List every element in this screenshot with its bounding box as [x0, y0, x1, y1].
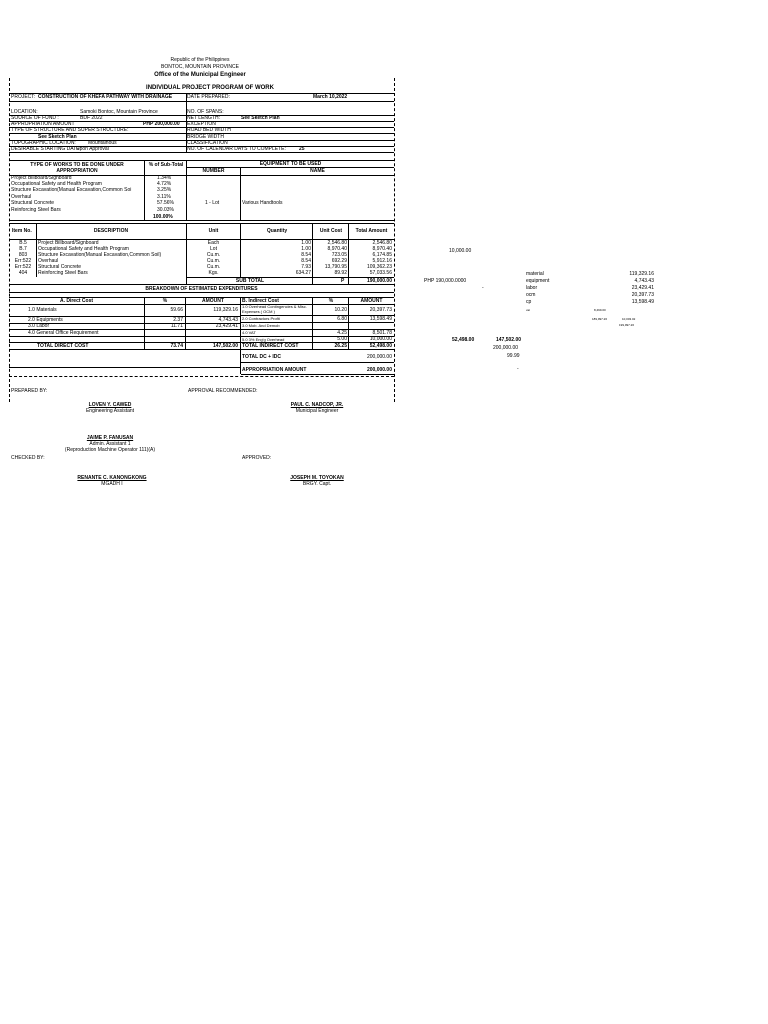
works-item: Occupational Safety and Health Program — [11, 181, 102, 187]
approval-recommended-label: APPROVAL RECOMMENDED: — [188, 388, 258, 394]
location-label: LOCATION: — [11, 109, 38, 115]
row-no: Err:522 — [14, 258, 32, 264]
row-total: 57,033.56 — [369, 270, 392, 276]
page-title: INDIVIDUAL PROJECT PROGRAM OF WORK — [146, 85, 274, 91]
side-note-value: 10,003.02 — [622, 317, 636, 321]
topo-label: TOPOGRAPHIC LOCATION: — [11, 140, 76, 146]
row-unit: Cu.m. — [206, 264, 221, 270]
side-note-value: 99.99 — [507, 353, 520, 359]
row-qty: 634.27 — [295, 270, 311, 276]
signatory-title: Engineering Assistant — [85, 408, 135, 414]
bridge-label: BRIDGE WIDTH — [187, 134, 224, 140]
direct-label: 3.0 Labor — [28, 323, 50, 329]
divider — [241, 374, 394, 375]
breakdown-appropriation-value: 200,000.00 — [366, 367, 392, 373]
type-value: See Sketch Plan — [38, 134, 77, 140]
works-item: Overhaul — [11, 194, 32, 200]
total-direct-amount: 147,502.00 — [212, 343, 238, 349]
divider — [312, 223, 313, 284]
divider — [9, 152, 394, 153]
works-item: Structural Concrete — [11, 200, 55, 206]
header-office: Office of the Municipal Engineer — [154, 72, 246, 78]
divider — [9, 349, 394, 350]
row-no: B.5 — [19, 240, 27, 246]
row-no: 404 — [18, 270, 28, 276]
side-note-value: 189,997.26 — [592, 317, 608, 321]
indirect-label: 1.0 Overhead Contingencies & Misc. Expenses ( OCM ) — [242, 304, 307, 314]
works-pct: 3.11% — [157, 194, 171, 200]
total-dc-idc-value: 200,000.00 — [366, 354, 392, 360]
subtotal-value: 190,000.00 — [366, 278, 392, 284]
side-note-value: 20,397.73 — [631, 292, 654, 298]
row-cost: 13,790.95 — [324, 264, 347, 270]
signatory-name: PAUL C. NADCOP, JR. — [290, 402, 344, 408]
divider — [9, 367, 241, 368]
direct-pct: 11.71 — [170, 323, 183, 329]
divider — [240, 297, 241, 374]
divider — [240, 167, 241, 220]
direct-pct: 59.66 — [170, 307, 183, 313]
side-note-label: equipment — [526, 278, 550, 284]
works-pct-header: % of Sub-Total — [148, 162, 184, 168]
signatory-title: Admin. Assistant 1 — [89, 441, 131, 447]
divider — [9, 223, 394, 224]
header-municipality: BONTOC, MOUNTAIN PROVINCE — [161, 64, 239, 70]
subtotal-currency: P — [341, 278, 345, 284]
equip-name-header: NAME — [310, 168, 325, 174]
direct-cost-header: A. Direct Cost — [59, 298, 94, 304]
side-note-value: 8,499.00 — [594, 308, 606, 312]
direct-amount: 119,329.16 — [213, 307, 238, 313]
equip-name: Various Handtools — [242, 200, 283, 206]
indirect-pct: 4.25 — [337, 330, 347, 336]
equip-number-header: NUMBER — [202, 168, 225, 174]
road-bed-label: ROAD BED WIDTH — [187, 127, 231, 133]
row-total: 109,362.23 — [366, 264, 392, 270]
divider — [9, 336, 241, 337]
side-note-label: vat — [526, 308, 531, 312]
row-cost: 692.29 — [331, 258, 347, 264]
side-note-label: cp — [526, 299, 532, 305]
signatory-name: LOVEN Y. CAWED — [88, 402, 132, 408]
row-desc: Reinforcing Steel Bars — [38, 270, 88, 276]
approved-label: APPROVED: — [242, 455, 272, 461]
side-note-value: 23,429.41 — [631, 285, 654, 291]
signatory-name: JAIME P. FANUSAN — [86, 435, 134, 441]
side-note-value: 200,000.00 — [493, 345, 519, 351]
divider — [36, 223, 37, 277]
side-note-label: ocm — [526, 292, 536, 298]
divider — [240, 223, 241, 277]
divider — [9, 304, 394, 305]
row-no: Err:522 — [14, 264, 32, 270]
divider — [187, 167, 394, 168]
project-name: CONSTRUCTION OF KHEFA PATHWAY WITH DRAINAGE — [38, 94, 173, 100]
col-unit: Unit — [208, 228, 219, 234]
equip-number: 1 - Lot — [205, 200, 220, 206]
total-indirect-amount: 52,498.00 — [369, 343, 392, 349]
row-qty: 7.93 — [301, 264, 311, 270]
side-note-dash: - — [482, 285, 484, 291]
row-desc: Overhaul — [38, 258, 59, 264]
appropriation-value: PHP 200,000.00 — [143, 121, 180, 127]
date-label: DATE PREPARED: — [187, 94, 230, 100]
row-desc: Structural Concrete — [38, 264, 82, 270]
fund-label: SOURCE OF FUND : — [11, 115, 59, 121]
row-qty: 8.54 — [301, 252, 311, 258]
works-item: Project Billboard/Signboard — [11, 175, 72, 181]
appropriation-label: APPROPRIATION AMOUNT — [11, 121, 75, 127]
row-desc: Occupational Safety and Health Program — [38, 246, 129, 252]
row-desc: Structure Excavation(Manual Excavation,Common Soil) — [38, 252, 162, 258]
direct-label: 4.0 General Office Requirement — [28, 330, 99, 336]
indirect-amount-header: AMOUNT — [360, 298, 383, 304]
signatory-title: (Reproduction Machine Operator 111)(A) — [64, 447, 156, 453]
divider — [241, 362, 394, 363]
classification-label: CLASSIFICATION — [187, 140, 228, 146]
breakdown-title: BREAKDOWN OF ESTIMATED EXPENDITURES — [145, 286, 258, 292]
total-dc-idc-label: TOTAL DC + IDC — [242, 354, 282, 360]
side-note-label: labor — [526, 285, 538, 291]
indirect-cost-header: B. Indirect Cost — [242, 298, 279, 304]
divider — [312, 297, 313, 349]
works-item: Structure Excavation(Manual Excavation,Common Soi — [11, 187, 132, 193]
side-note-value: 10,000.00 — [449, 248, 472, 254]
indirect-pct: 10.20 — [334, 307, 347, 313]
row-cost: 89.92 — [334, 270, 347, 276]
col-unit-cost: Unit Cost — [319, 228, 343, 234]
indirect-amount: 20,397.73 — [369, 307, 392, 313]
row-total: 2,546.80 — [372, 240, 392, 246]
col-total: Total Amount — [355, 228, 388, 234]
side-note-value: 13,598.49 — [631, 299, 654, 305]
divider — [144, 297, 145, 349]
row-qty: 1.00 — [301, 240, 311, 246]
direct-amount-header: AMOUNT — [202, 298, 224, 304]
row-cost: 8,970.40 — [327, 246, 347, 252]
net-length-label: NET LENGTH: — [187, 115, 220, 121]
indirect-amount: 13,598.49 — [369, 316, 392, 322]
works-pct: 3.25% — [157, 187, 172, 193]
signatory-name: RENANTE C. KANONGKONG — [77, 475, 147, 481]
days-value: 25 — [299, 146, 305, 152]
project-label: PROJECT: — [11, 94, 36, 100]
indirect-label: 3.0 Mob. And Demob — [242, 323, 280, 328]
divider — [9, 376, 394, 377]
works-pct: 4.72% — [157, 181, 172, 187]
side-note-value: 52,498.00 — [452, 337, 475, 343]
row-cost: 2,546.80 — [327, 240, 347, 246]
row-qty: 1.00 — [301, 246, 311, 252]
indirect-amount: 8,501.78 — [372, 330, 392, 336]
direct-pct: 2.37 — [173, 317, 183, 323]
indirect-pct: 6.80 — [337, 316, 347, 322]
header-republic: Republic of the Philippines — [170, 57, 230, 63]
direct-amount: 4,743.43 — [218, 317, 238, 323]
indirect-pct: 5.00 — [337, 336, 347, 342]
works-item: Reinforcing Steel Bars — [11, 207, 61, 213]
row-unit: Cu.m. — [206, 258, 221, 264]
spans-label: NO. OF SPANS: — [187, 109, 224, 115]
direct-label: 2.0 Equipments — [28, 317, 63, 323]
breakdown-appropriation-label: APPROPRIATION AMOUNT — [242, 367, 307, 373]
net-length-value: See Sketch Plan — [241, 115, 280, 121]
divider — [185, 297, 186, 349]
prepared-by-label: PREPARED BY: — [11, 388, 48, 394]
indirect-pct-header: % — [328, 298, 334, 304]
direct-amount: 23,429.41 — [215, 323, 238, 329]
divider — [186, 93, 187, 152]
side-note-value: PHP 190,000.0000 — [424, 278, 467, 284]
indirect-label: 2.0 Contractors Profit — [242, 316, 280, 321]
row-unit: Cu.m. — [206, 252, 221, 258]
divider — [348, 223, 349, 284]
location-value: Samoki Bontoc, Mountain Province — [80, 109, 158, 115]
side-note-value: 199,997.26 — [619, 323, 635, 327]
divider — [348, 297, 349, 349]
divider — [9, 284, 394, 285]
days-label: NO. OF CALENDAR DAYS TO COMPLETE: — [187, 146, 286, 152]
works-pct: 1.34% — [157, 175, 172, 181]
col-quantity: Quantity — [266, 228, 288, 234]
works-pct: 30.03% — [157, 207, 174, 213]
topo-value: Mountainous — [88, 140, 117, 146]
indirect-label: 4.0 VAT — [242, 330, 256, 335]
row-total: 6,174.85 — [372, 252, 392, 258]
indirect-label: 5.0 3% Eng'g Overhead — [242, 337, 285, 342]
side-note-label: material — [526, 271, 544, 277]
total-indirect-pct: 26.25 — [334, 343, 347, 349]
divider — [144, 160, 145, 220]
start-value: Upon Approval — [76, 146, 109, 152]
works-pct: 57.56% — [157, 200, 174, 206]
works-type-header: TYPE OF WORKS TO BE DONE UNDER APPROPRIATION — [30, 162, 124, 174]
works-total-pct: 100.00% — [153, 214, 173, 220]
side-note-value: 147,502.00 — [496, 337, 522, 343]
right-border — [394, 78, 395, 402]
signatory-title: Municipal Engineer — [295, 408, 339, 414]
row-desc: Project Billboard/Signboard — [38, 240, 99, 246]
exception-label: EXCEPTION — [187, 121, 216, 127]
side-note-dash: - — [517, 366, 519, 372]
col-description: DESCRIPTION — [93, 228, 129, 234]
divider — [9, 220, 394, 221]
type-label: TYPE OF STRUCTURE AND SUPER STRUCTURE: — [11, 127, 129, 133]
total-direct-label: TOTAL DIRECT COST — [37, 343, 89, 349]
row-unit: Each — [207, 240, 220, 246]
equip-header: EQUIPMENT TO BE USED — [259, 161, 322, 167]
total-indirect-label: TOTAL INDIRECT COST — [242, 343, 299, 349]
start-label: DESIRABLE STARTING DATE: — [11, 146, 82, 152]
date-value: March 10,2022 — [313, 94, 348, 100]
signatory-title: MGADH I — [101, 481, 123, 487]
row-unit: Lot — [210, 246, 217, 252]
row-cost: 723.05 — [331, 252, 347, 258]
row-total: 8,970.40 — [372, 246, 392, 252]
row-no: B.7 — [19, 246, 27, 252]
divider — [9, 101, 394, 102]
divider — [9, 292, 394, 293]
row-unit: Kgs. — [208, 270, 219, 276]
subtotal-label: SUB TOTAL — [235, 278, 265, 284]
row-no: 803 — [18, 252, 28, 258]
direct-label: 1.0 Materials — [28, 307, 57, 313]
signatory-title: BRGY. Capt. — [302, 481, 332, 487]
row-qty: 8.54 — [301, 258, 311, 264]
fund-value: BDF 2022 — [80, 115, 103, 121]
direct-pct-header: % — [162, 298, 168, 304]
row-total: 5,912.16 — [372, 258, 392, 264]
divider — [186, 160, 187, 220]
divider — [186, 223, 187, 284]
indirect-amount: 10,000.00 — [369, 336, 392, 342]
checked-by-label: CHECKED BY: — [11, 455, 45, 461]
signatory-name: JOSEPH M. TOYOKAN — [290, 475, 344, 481]
side-note-value: 119,329.16 — [629, 271, 654, 277]
col-item-no: Item No. — [12, 228, 32, 234]
side-note-value: 4,743.43 — [634, 278, 654, 284]
total-direct-pct: 73.74 — [170, 343, 183, 349]
